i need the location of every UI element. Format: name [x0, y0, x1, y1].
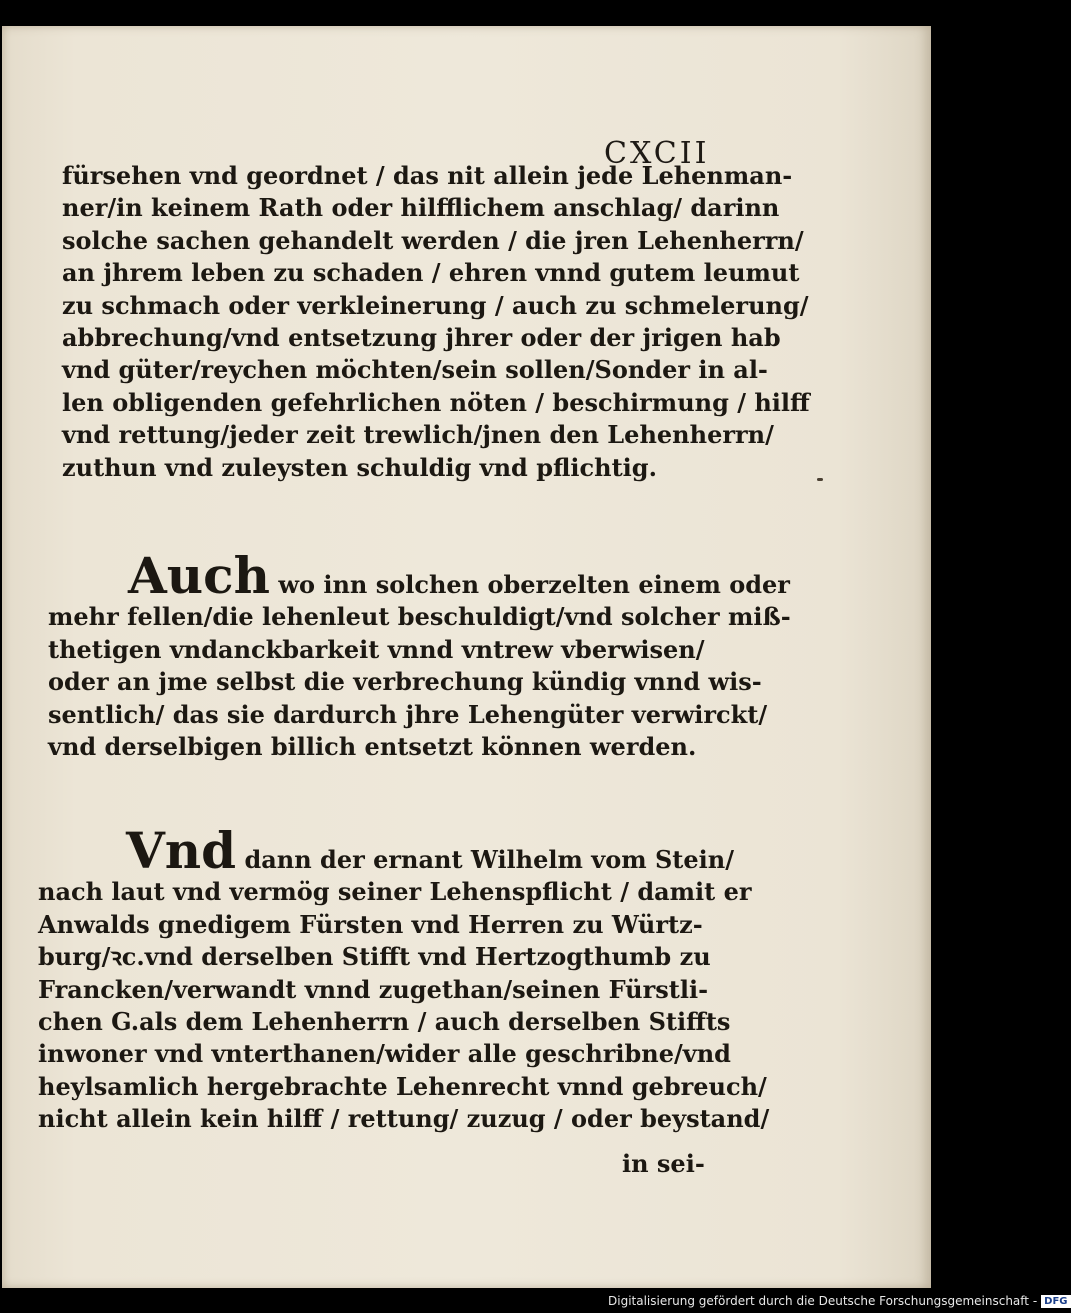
text-line [38, 821, 769, 880]
text-line: inwoner vnd vnterthanen/wider alle geschribne/vnd [38, 1039, 731, 1069]
text-line: sentlich/ das sie dardurch jhre Lehengüter verwirckt/ [48, 699, 768, 729]
text-line: vnd güter/reychen möchten/sein sollen/Sonder in al- [62, 355, 768, 385]
initial-letter: Vnd [126, 821, 237, 880]
paragraph-2 [48, 546, 791, 763]
text-line: zuthun vnd zuleysten schuldig vnd pflichtig. [62, 452, 657, 482]
text-line: ner/in keinem Rath oder hilfflichem anschlag/ darinn [62, 193, 780, 223]
text-line: vnd rettung/jeder zeit trewlich/jnen den Lehenherrn/ [62, 420, 774, 450]
folio-number: CXCII [604, 136, 710, 171]
text-line: oder an jme selbst die verbrechung kündig vnnd wis- [48, 667, 762, 697]
text-line: abbrechung/vnd entsetzung jhrer oder der jrigen hab [62, 323, 781, 353]
text-line-content: wo inn solchen oberzelten einem oder [278, 570, 790, 599]
text-line: nach laut vnd vermög seiner Lehenspflicht / damit er [38, 877, 752, 907]
text-line: heylsamlich hergebrachte Lehenrecht vnnd gebreuch/ [38, 1071, 767, 1101]
text-line: nicht allein kein hilff / rettung/ zuzug / oder beystand/ [38, 1104, 770, 1134]
text-line: Anwalds gnedigem Fürsten vnd Herren zu Würtz- [38, 909, 703, 939]
ink-speck [817, 478, 823, 481]
text-line: chen G.als dem Lehenherrn / auch derselben Stiffts [38, 1007, 731, 1037]
text-line: len obligenden gefehrlichen nöten / beschirmung / hilff [62, 387, 810, 417]
digitization-footer [608, 1294, 1071, 1308]
text-line: thetigen vndanckbarkeit vnnd vntrew vberwisen/ [48, 634, 705, 664]
text-line: vnd derselbigen billich entsetzt können werden. [48, 732, 697, 762]
text-line: zu schmach oder verkleinerung / auch zu schmelerung/ [62, 290, 809, 320]
paragraph-1 [62, 160, 810, 484]
footer-text: Digitalisierung gefördert durch die Deutsche Forschungsgemeinschaft - [608, 1294, 1038, 1308]
catchword: in sei- [622, 1149, 705, 1178]
text-line: solche sachen gehandelt werden / die jren Lehenherrn/ [62, 225, 804, 255]
initial-letter: Auch [128, 546, 270, 605]
text-line-content: dann der ernant Wilhelm vom Stein/ [244, 845, 734, 874]
text-line: burg/ꝛc.vnd derselben Stifft vnd Hertzogthumb zu [38, 942, 711, 972]
text-line: mehr fellen/die lehenleut beschuldigt/vnd solcher miß- [48, 602, 791, 632]
text-line: Francken/verwandt vnnd zugethan/seinen Fürstli- [38, 974, 709, 1004]
paragraph-3 [38, 821, 770, 1136]
dfg-logo-icon: DFG [1041, 1295, 1070, 1308]
text-line [48, 546, 791, 605]
text-line: fürsehen vnd geordnet / das nit allein jede Lehenman- [62, 161, 793, 190]
text-line: an jhrem leben zu schaden / ehren vnnd gutem leumut [62, 258, 800, 288]
